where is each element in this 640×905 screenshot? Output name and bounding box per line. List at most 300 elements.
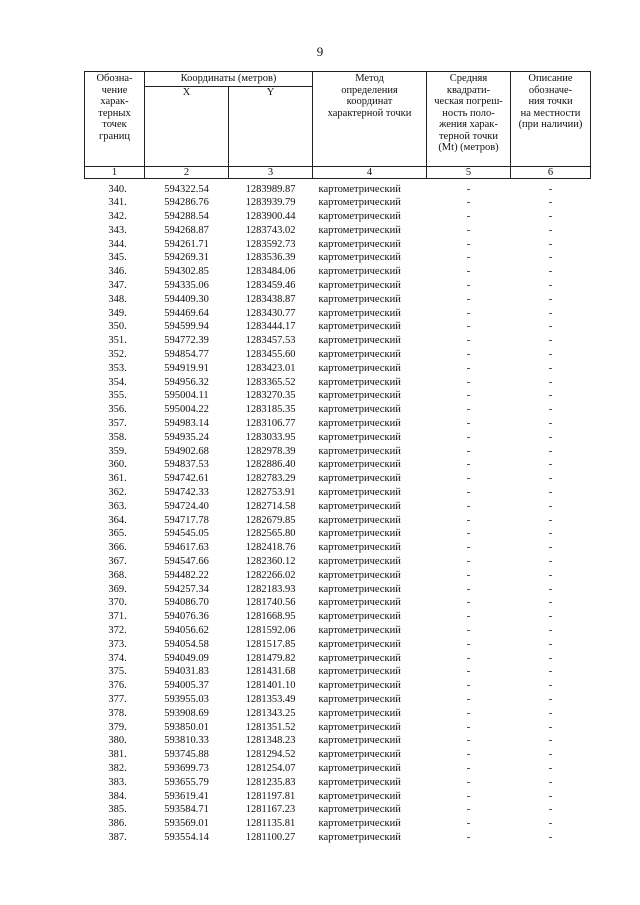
- header-line: ния точки: [528, 96, 573, 107]
- header-line: чение: [101, 84, 128, 96]
- description-cell: -: [548, 569, 553, 581]
- header-line: (при наличии): [518, 119, 583, 130]
- description-cell: -: [548, 528, 553, 540]
- description-cell: -: [548, 611, 553, 623]
- point-number: 344.: [108, 238, 127, 250]
- coordinate-y: 1281592.06: [245, 625, 296, 636]
- accuracy-cell: -: [466, 583, 471, 595]
- boundary-points-table: [84, 71, 591, 845]
- method-cell: картометрический: [318, 569, 401, 581]
- coordinate-x: 594742.33: [164, 487, 209, 499]
- header-line: квадрати-: [446, 84, 491, 96]
- coordinate-x: 594056.62: [164, 625, 209, 636]
- accuracy-cell: -: [466, 252, 471, 264]
- coordinate-y: 1282418.76: [245, 542, 296, 554]
- table-row: [85, 307, 591, 321]
- description-cell: -: [548, 252, 553, 264]
- method-cell: картометрический: [318, 307, 401, 319]
- coordinate-y: 1281294.52: [245, 749, 296, 761]
- coordinate-x: 594545.05: [164, 528, 209, 540]
- column-number: 6: [511, 166, 591, 178]
- accuracy-cell: -: [466, 831, 471, 843]
- point-number: 359.: [108, 445, 127, 457]
- point-number: 353.: [108, 362, 127, 374]
- coordinate-y: 1282783.29: [245, 473, 296, 485]
- description-cell: -: [548, 211, 553, 223]
- coordinate-y: 1283033.95: [245, 431, 296, 443]
- coordinate-x: 593810.33: [164, 735, 209, 747]
- table-row: [85, 362, 591, 376]
- header-line: харак-: [100, 96, 129, 107]
- header-line: (Mt) (метров): [438, 142, 499, 153]
- table-row: [85, 178, 591, 196]
- description-cell: -: [548, 280, 553, 292]
- accuracy-cell: -: [466, 376, 471, 388]
- table-row: [85, 624, 591, 638]
- table-row: [85, 251, 591, 265]
- coordinate-y: 1281353.49: [245, 693, 296, 705]
- description-cell: -: [548, 335, 553, 347]
- coordinate-x: 594469.64: [164, 307, 209, 319]
- point-number: 373.: [108, 638, 127, 650]
- accuracy-cell: -: [466, 183, 471, 195]
- point-number: 346.: [108, 266, 127, 278]
- description-cell: -: [548, 652, 553, 664]
- coordinate-y: 1281479.82: [245, 652, 296, 664]
- coordinate-x: 594482.22: [164, 569, 209, 581]
- description-cell: -: [548, 293, 553, 305]
- point-number: 350.: [108, 321, 127, 333]
- header-y: Y: [266, 86, 275, 98]
- coordinate-x: 594076.36: [164, 611, 209, 623]
- description-cell: -: [548, 556, 553, 568]
- coordinate-y: 1281431.68: [245, 666, 296, 678]
- point-number: 378.: [108, 707, 127, 719]
- header-line: Средняя: [449, 73, 488, 84]
- coordinate-y: 1281351.52: [245, 721, 296, 733]
- accuracy-cell: -: [466, 818, 471, 830]
- coordinate-x: 594724.40: [164, 500, 209, 512]
- coordinate-x: 594269.31: [164, 252, 209, 264]
- method-cell: картометрический: [318, 473, 401, 485]
- coordinate-y: 1281197.81: [245, 790, 296, 802]
- method-cell: картометрический: [318, 404, 401, 416]
- table-row: [85, 817, 591, 831]
- coordinate-y: 1283270.35: [245, 390, 296, 402]
- table-row: [85, 279, 591, 293]
- method-cell: картометрический: [318, 721, 401, 733]
- coordinate-y: 1282753.91: [245, 487, 296, 499]
- accuracy-cell: -: [466, 280, 471, 292]
- method-cell: картометрический: [318, 252, 401, 264]
- accuracy-cell: -: [466, 307, 471, 319]
- method-cell: картометрический: [318, 266, 401, 278]
- accuracy-cell: -: [466, 293, 471, 305]
- method-cell: картометрический: [318, 680, 401, 692]
- coordinate-y: 1283457.53: [245, 335, 296, 347]
- table-row: [85, 831, 591, 845]
- header-accuracy: [427, 72, 511, 167]
- table-row: [85, 265, 591, 279]
- table-row: [85, 665, 591, 679]
- point-number: 387.: [108, 831, 127, 843]
- coordinate-x: 594257.34: [164, 583, 209, 595]
- method-cell: картометрический: [318, 238, 401, 250]
- accuracy-cell: -: [466, 652, 471, 664]
- description-cell: -: [548, 500, 553, 512]
- method-cell: картометрический: [318, 831, 401, 843]
- coordinate-y: 1283743.02: [245, 224, 296, 236]
- coordinate-y: 1281235.83: [245, 776, 296, 788]
- coordinate-x: 594409.30: [164, 293, 209, 305]
- accuracy-cell: -: [466, 556, 471, 568]
- description-cell: -: [548, 583, 553, 595]
- method-cell: картометрический: [318, 749, 401, 761]
- coordinate-y: 1283989.87: [245, 183, 296, 195]
- coordinate-y: 1283106.77: [245, 418, 296, 430]
- coordinate-x: 594086.70: [164, 597, 209, 609]
- coordinate-y: 1283900.44: [245, 211, 296, 223]
- accuracy-cell: -: [466, 224, 471, 236]
- accuracy-cell: -: [466, 680, 471, 692]
- point-number: 372.: [108, 625, 127, 636]
- coordinate-x: 594772.39: [164, 335, 209, 347]
- header-description: [511, 72, 591, 167]
- method-cell: картометрический: [318, 280, 401, 292]
- coordinate-x: 593554.14: [164, 831, 209, 843]
- table-row: [85, 762, 591, 776]
- accuracy-cell: -: [466, 349, 471, 361]
- coordinate-x: 594302.85: [164, 266, 209, 278]
- method-cell: картометрический: [318, 804, 401, 816]
- table-row: [85, 569, 591, 583]
- point-number: 386.: [108, 818, 127, 830]
- coordinate-y: 1282183.93: [245, 583, 296, 595]
- coordinate-x: 593850.01: [164, 721, 209, 733]
- coordinate-x: 594547.66: [164, 556, 209, 568]
- coordinate-y: 1282565.80: [245, 528, 296, 540]
- description-cell: -: [548, 514, 553, 526]
- method-cell: картометрический: [318, 528, 401, 540]
- accuracy-cell: -: [466, 666, 471, 678]
- coordinate-y: 1281348.23: [245, 735, 296, 747]
- table-row: [85, 707, 591, 721]
- header-method: [313, 72, 427, 167]
- method-cell: картометрический: [318, 597, 401, 609]
- coordinate-x: 595004.22: [164, 404, 209, 416]
- column-number: 3: [229, 166, 313, 178]
- description-cell: -: [548, 776, 553, 788]
- accuracy-cell: -: [466, 611, 471, 623]
- method-cell: картометрический: [318, 776, 401, 788]
- accuracy-cell: -: [466, 693, 471, 705]
- header-line: границ: [98, 130, 131, 142]
- coordinate-x: 594286.76: [164, 197, 209, 209]
- coordinate-x: 594935.24: [164, 431, 209, 443]
- column-number: 5: [427, 166, 511, 178]
- method-cell: картометрический: [318, 459, 401, 471]
- table-row: [85, 721, 591, 735]
- header-point-designation: [85, 72, 145, 167]
- accuracy-cell: -: [466, 473, 471, 485]
- header-line: ность поло-: [442, 107, 495, 119]
- coordinate-x: 594919.91: [164, 362, 209, 374]
- description-cell: -: [548, 197, 553, 209]
- coordinate-y: 1281517.85: [245, 638, 296, 650]
- table-row: [85, 196, 591, 210]
- method-cell: картометрический: [318, 735, 401, 747]
- table-row: [85, 527, 591, 541]
- accuracy-cell: -: [466, 459, 471, 471]
- method-cell: картометрический: [318, 638, 401, 650]
- coordinate-x: 594005.37: [164, 680, 209, 692]
- coordinate-y: 1281740.56: [245, 597, 296, 609]
- coordinate-y: 1283438.87: [245, 293, 296, 305]
- method-cell: картометрический: [318, 418, 401, 430]
- point-number: 364.: [108, 514, 127, 526]
- method-cell: картометрический: [318, 762, 401, 774]
- coordinate-x: 594049.09: [164, 652, 209, 664]
- point-number: 354.: [108, 376, 127, 388]
- description-cell: -: [548, 266, 553, 278]
- coordinate-x: 594717.78: [164, 514, 209, 526]
- accuracy-cell: -: [466, 321, 471, 333]
- table-row: [85, 679, 591, 693]
- table-row: [85, 596, 591, 610]
- coordinate-y: 1281167.23: [245, 804, 296, 816]
- point-number: 343.: [108, 224, 127, 236]
- method-cell: картометрический: [318, 790, 401, 802]
- method-cell: картометрический: [318, 211, 401, 223]
- point-number: 383.: [108, 776, 127, 788]
- accuracy-cell: -: [466, 514, 471, 526]
- coordinate-x: 594837.53: [164, 459, 209, 471]
- method-cell: картометрический: [318, 390, 401, 402]
- accuracy-cell: -: [466, 390, 471, 402]
- accuracy-cell: -: [466, 569, 471, 581]
- table-row: [85, 224, 591, 238]
- point-number: 349.: [108, 307, 127, 319]
- table-row: [85, 403, 591, 417]
- coordinate-x: 595004.11: [164, 390, 209, 402]
- coordinate-x: 594322.54: [164, 183, 209, 195]
- coordinate-y: 1282886.40: [245, 459, 296, 471]
- table-row: [85, 431, 591, 445]
- accuracy-cell: -: [466, 211, 471, 223]
- method-cell: картометрический: [318, 335, 401, 347]
- table-row: [85, 541, 591, 555]
- method-cell: картометрический: [318, 514, 401, 526]
- description-cell: -: [548, 625, 553, 636]
- coordinate-x: 594742.61: [164, 473, 209, 485]
- header-coordinates: [145, 72, 313, 167]
- header-line: определения: [341, 84, 398, 96]
- description-cell: -: [548, 390, 553, 402]
- description-cell: -: [548, 790, 553, 802]
- method-cell: картометрический: [318, 542, 401, 554]
- point-number: 377.: [108, 693, 127, 705]
- coordinate-x: 594983.14: [164, 418, 209, 430]
- description-cell: -: [548, 818, 553, 830]
- method-cell: картометрический: [318, 707, 401, 719]
- table-row: [85, 210, 591, 224]
- column-number: 2: [145, 166, 229, 178]
- table-row: [85, 472, 591, 486]
- coordinate-y: 1281135.81: [245, 818, 296, 830]
- header-line: на местности: [520, 107, 581, 119]
- method-cell: картометрический: [318, 693, 401, 705]
- table-row: [85, 417, 591, 431]
- method-cell: картометрический: [318, 445, 401, 457]
- point-number: 371.: [108, 611, 127, 623]
- accuracy-cell: -: [466, 749, 471, 761]
- point-number: 341.: [108, 197, 127, 209]
- method-cell: картометрический: [318, 183, 401, 195]
- table-row: [85, 790, 591, 804]
- coordinate-y: 1283185.35: [245, 404, 296, 416]
- description-cell: -: [548, 473, 553, 485]
- accuracy-cell: -: [466, 197, 471, 209]
- accuracy-cell: -: [466, 362, 471, 374]
- accuracy-cell: -: [466, 266, 471, 278]
- method-cell: картометрический: [318, 197, 401, 209]
- table-row: [85, 583, 591, 597]
- point-number: 368.: [108, 569, 127, 581]
- point-number: 362.: [108, 487, 127, 499]
- accuracy-cell: -: [466, 500, 471, 512]
- point-number: 367.: [108, 556, 127, 568]
- point-number: 365.: [108, 528, 127, 540]
- coordinate-x: 593619.41: [164, 790, 209, 802]
- method-cell: картометрический: [318, 431, 401, 443]
- method-cell: картометрический: [318, 652, 401, 664]
- coordinate-x: 594268.87: [164, 224, 209, 236]
- description-cell: -: [548, 431, 553, 443]
- method-cell: картометрический: [318, 611, 401, 623]
- coordinate-x: 594335.06: [164, 280, 209, 292]
- point-number: 379.: [108, 721, 127, 733]
- description-cell: -: [548, 183, 553, 195]
- accuracy-cell: -: [466, 418, 471, 430]
- description-cell: -: [548, 445, 553, 457]
- coordinate-x: 594902.68: [164, 445, 209, 457]
- coordinate-y: 1282360.12: [245, 556, 296, 568]
- description-cell: -: [548, 831, 553, 843]
- accuracy-cell: -: [466, 776, 471, 788]
- table-row: [85, 610, 591, 624]
- point-number: 361.: [108, 473, 127, 485]
- method-cell: картометрический: [318, 224, 401, 236]
- table-row: [85, 514, 591, 528]
- point-number: 347.: [108, 280, 127, 292]
- coordinate-x: 594261.71: [164, 238, 209, 250]
- description-cell: -: [548, 762, 553, 774]
- accuracy-cell: -: [466, 404, 471, 416]
- coordinate-x: 593569.01: [164, 818, 209, 830]
- header-line: координат: [346, 96, 393, 107]
- description-cell: -: [548, 666, 553, 678]
- coordinate-y: 1283484.06: [245, 266, 296, 278]
- coordinate-x: 594617.63: [164, 542, 209, 554]
- accuracy-cell: -: [466, 431, 471, 443]
- accuracy-cell: -: [466, 528, 471, 540]
- header-line: жения харак-: [439, 119, 498, 130]
- description-cell: -: [548, 224, 553, 236]
- accuracy-cell: -: [466, 445, 471, 457]
- coordinate-x: 593655.79: [164, 776, 209, 788]
- table-row: [85, 500, 591, 514]
- accuracy-cell: -: [466, 790, 471, 802]
- accuracy-cell: -: [466, 335, 471, 347]
- method-cell: картометрический: [318, 293, 401, 305]
- description-cell: -: [548, 487, 553, 499]
- coordinate-x: 594599.94: [164, 321, 209, 333]
- point-number: 356.: [108, 404, 127, 416]
- point-number: 340.: [108, 183, 127, 195]
- description-cell: -: [548, 597, 553, 609]
- header-line: характерной точки: [327, 107, 412, 119]
- description-cell: -: [548, 349, 553, 361]
- description-cell: -: [548, 735, 553, 747]
- table-row: [85, 486, 591, 500]
- coordinate-y: 1283430.77: [245, 307, 296, 319]
- accuracy-cell: -: [466, 625, 471, 636]
- accuracy-cell: -: [466, 721, 471, 733]
- point-number: 357.: [108, 418, 127, 430]
- coordinate-y: 1283459.46: [245, 280, 296, 292]
- coordinate-x: 593955.03: [164, 693, 209, 705]
- coordinate-x: 593699.73: [164, 762, 209, 774]
- accuracy-cell: -: [466, 238, 471, 250]
- point-number: 382.: [108, 762, 127, 774]
- page-number: 9: [316, 44, 324, 59]
- accuracy-cell: -: [466, 542, 471, 554]
- point-number: 351.: [108, 335, 127, 347]
- description-cell: -: [548, 749, 553, 761]
- coordinate-x: 594288.54: [164, 211, 209, 223]
- table-row: [85, 376, 591, 390]
- coordinate-y: 1283536.39: [245, 252, 296, 264]
- table-row: [85, 748, 591, 762]
- method-cell: картометрический: [318, 818, 401, 830]
- accuracy-cell: -: [466, 707, 471, 719]
- description-cell: -: [548, 638, 553, 650]
- description-cell: -: [548, 418, 553, 430]
- table-row: [85, 803, 591, 817]
- accuracy-cell: -: [466, 762, 471, 774]
- method-cell: картометрический: [318, 349, 401, 361]
- point-number: 369.: [108, 583, 127, 595]
- method-cell: картометрический: [318, 362, 401, 374]
- coordinate-y: 1281401.10: [245, 680, 296, 692]
- accuracy-cell: -: [466, 638, 471, 650]
- method-cell: картометрический: [318, 487, 401, 499]
- table-row: [85, 293, 591, 307]
- point-number: 345.: [108, 252, 127, 264]
- coordinate-x: 594956.32: [164, 376, 209, 388]
- accuracy-cell: -: [466, 487, 471, 499]
- coordinate-y: 1281100.27: [245, 831, 296, 843]
- table-header-row: [85, 72, 591, 167]
- table-row: [85, 389, 591, 403]
- header-line: точек: [102, 119, 127, 130]
- description-cell: -: [548, 376, 553, 388]
- table-body: [85, 178, 591, 845]
- method-cell: картометрический: [318, 321, 401, 333]
- accuracy-cell: -: [466, 735, 471, 747]
- point-number: 355.: [108, 390, 127, 402]
- table-row: [85, 445, 591, 459]
